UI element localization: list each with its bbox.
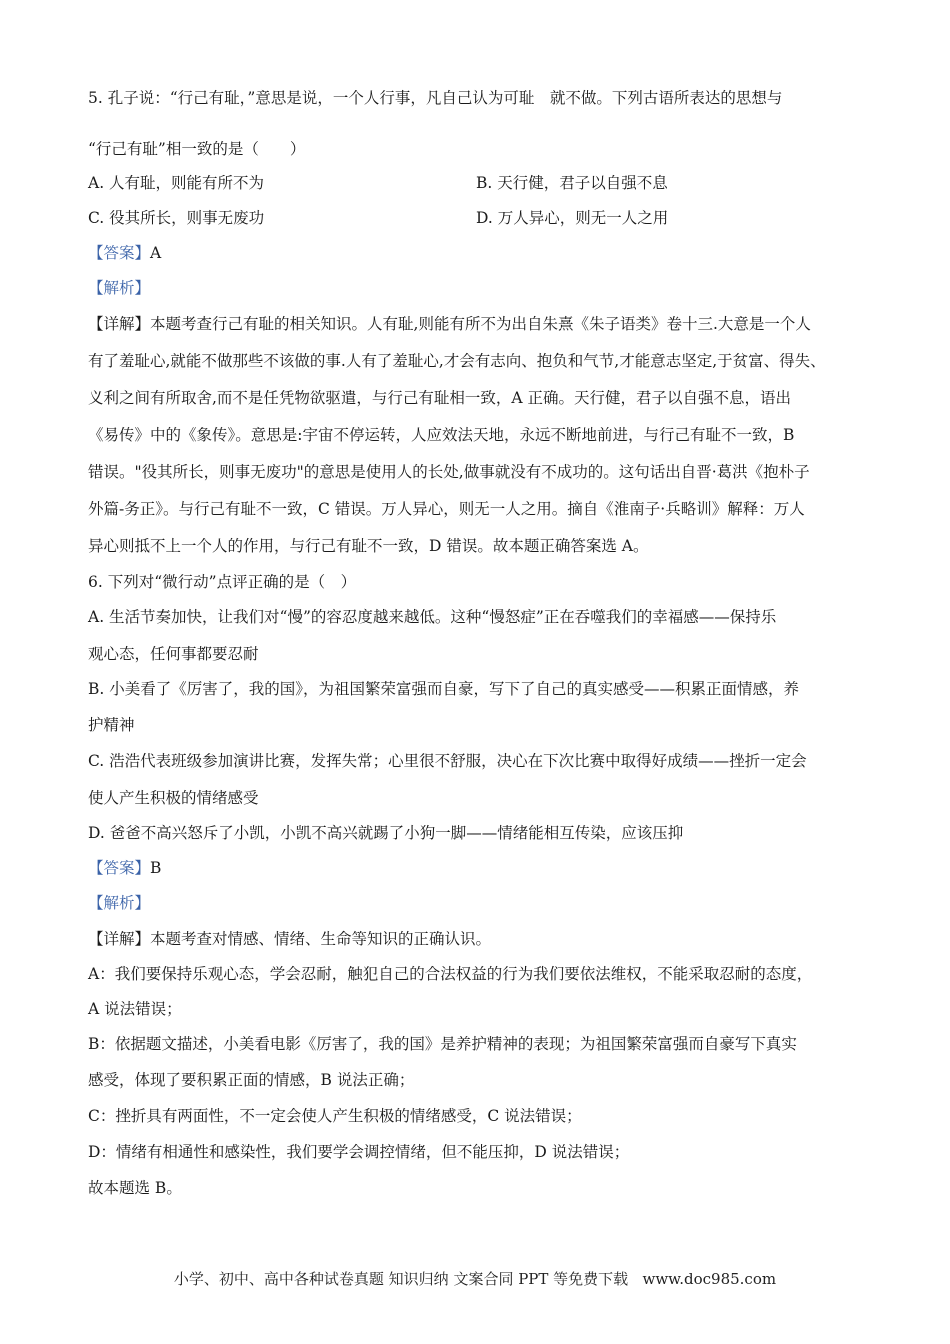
q5-detail-line: 异心则抵不上一个人的作用，与行己有耻不一致，D 错误。故本题正确答案选 A。	[88, 537, 649, 555]
q6-option-b-line-2: 护精神	[88, 716, 135, 734]
q6-detail-line: D：情绪有相通性和感染性，我们要学会调控情绪，但不能压抑，D 说法错误；	[88, 1143, 630, 1161]
q6-option-a-line-1: A. 生活节奏加快，让我们对“慢”的容忍度越来越低。这种“慢怒症”正在吞噬我们的幸福感——保持乐	[88, 608, 777, 626]
q5-detail-line: 《易传》中的《象传》。意思是:宇宙不停运转，人应效法天地，永远不断地前进，与行己有耻不一致，B	[88, 426, 795, 444]
answer-value: A	[150, 244, 162, 262]
q6-detail-line: 故本题选 B。	[88, 1179, 182, 1197]
q6-analysis-tag: 【解析】	[88, 894, 151, 912]
q5-detail-line: 义利之间有所取舍,而不是任凭物欲驱遣，与行己有耻相一致，A 正确。天行健，君子以自强不息，语出	[88, 389, 792, 407]
q6-detail-line: A 说法错误；	[88, 1000, 182, 1018]
q6-option-a-line-2: 观心态，任何事都要忍耐	[88, 645, 259, 663]
footer-text: 小学、初中、高中各种试卷真题 知识归纳 文案合同 PPT 等免费下载	[173, 1270, 629, 1288]
q6-option-c-line-1: C. 浩浩代表班级参加演讲比赛，发挥失常；心里很不舒服，决心在下次比赛中取得好成绩——挫折一定会	[88, 752, 807, 770]
q6-detail-line: C：挫折具有两面性，不一定会使人产生积极的情绪感受，C 说法错误；	[88, 1107, 582, 1125]
answer-tag: 【答案】	[88, 244, 151, 262]
q5-option-a: A. 人有耻，则能有所不为	[88, 174, 265, 192]
q5-option-d: D. 万人异心，则无一人之用	[476, 209, 669, 227]
detail-tag: 【详解】	[88, 930, 151, 948]
page-footer	[0, 1268, 950, 1289]
q6-option-c-line-2: 使人产生积极的情绪感受	[88, 789, 259, 807]
q6-detail-line: 感受，体现了要积累正面的情感，B 说法正确；	[88, 1071, 415, 1089]
detail-text: 本题考查对情感、情绪、生命等知识的正确认识。	[150, 930, 492, 948]
footer-url[interactable]: www.doc985.com	[642, 1270, 777, 1288]
q6-answer	[88, 858, 161, 878]
q5-option-b: B. 天行健，君子以自强不息	[476, 174, 668, 192]
q6-stem: 6. 下列对“微行动”点评正确的是（ ）	[88, 573, 357, 591]
detail-tag: 【详解】	[88, 315, 151, 333]
q5-detail-line: 错误。"役其所长，则事无废功"的意思是使用人的长处,做事就没有不成功的。这句话出自晋·葛洪《抱朴子	[88, 463, 810, 481]
q6-option-b-line-1: B. 小美看了《厉害了，我的国》，为祖国繁荣富强而自豪，写下了自己的真实感受——积累正面情感，养	[88, 680, 799, 698]
q5-detail-line: 外篇-务正》。与行己有耻不一致，C 错误。万人异心，则无一人之用。摘自《淮南子·兵略训》解释：万人	[88, 500, 805, 518]
q6-detail-line: A：我们要保持乐观心态，学会忍耐，触犯自己的合法权益的行为我们要依法维权，不能采取忍耐的态度，	[88, 965, 813, 983]
q5-detail-line	[88, 314, 811, 334]
q5-analysis-tag: 【解析】	[88, 279, 151, 297]
answer-value: B	[150, 859, 162, 877]
q5-option-c: C. 役其所长，则事无废功	[88, 209, 265, 227]
answer-tag: 【答案】	[88, 859, 151, 877]
q5-answer	[88, 243, 161, 263]
detail-text: 本题考查行己有耻的相关知识。人有耻,则能有所不为出自朱熹《朱子语类》卷十三.大意是一个人	[150, 315, 811, 333]
q5-stem-line-2: “行己有耻”相一致的是（ ）	[88, 140, 306, 158]
q5-stem-line-1: 5. 孔子说：“行己有耻，”意思是说，一个人行事，凡自己认为可耻 就不做。下列古语所表达的思想与	[88, 89, 783, 107]
q6-detail-line	[88, 929, 491, 949]
q6-option-d: D. 爸爸不高兴怒斥了小凯，小凯不高兴就踢了小狗一脚——情绪能相互传染，应该压抑	[88, 824, 684, 842]
q6-detail-line: B：依据题文描述，小美看电影《厉害了，我的国》是养护精神的表现；为祖国繁荣富强而自豪写下真实	[88, 1035, 797, 1053]
q5-detail-line: 有了羞耻心,就能不做那些不该做的事.人有了羞耻心,才会有志向、抱负和气节,才能意志坚定,于贫富、得失、	[88, 352, 826, 370]
